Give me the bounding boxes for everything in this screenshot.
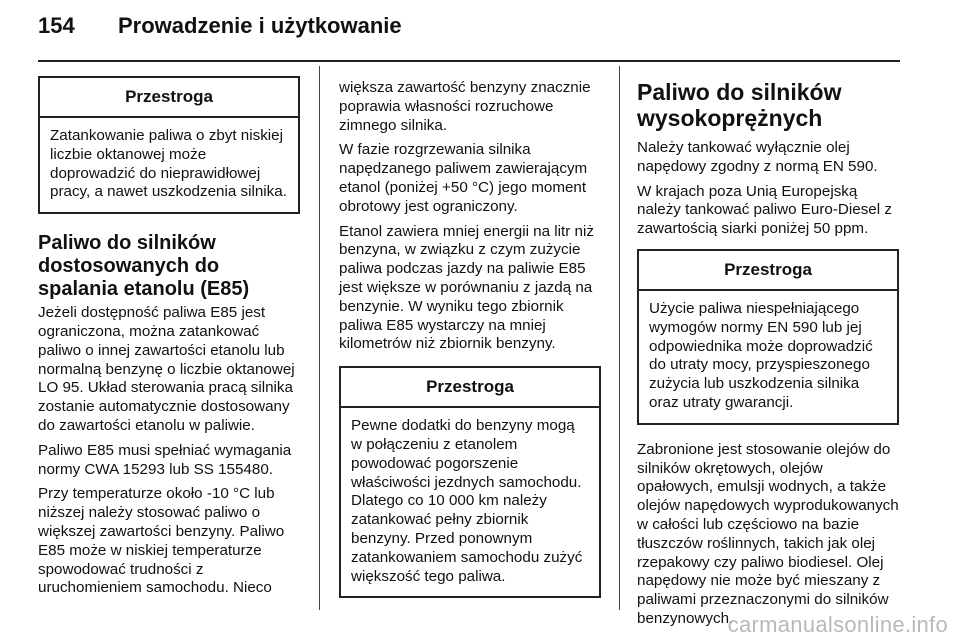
watermark: carmanualsonline.info: [727, 612, 948, 637]
paragraph: Jeżeli dostępność paliwa E85 jest ograniczona, można zatankować paliwo o innej zawartości etanolu lub normalną benzynę o liczbie oktanowej LO 95. Układ sterowania pracą silnika zostanie automatycznie dostosowany do zawartości etanolu w paliwie.: [38, 304, 295, 434]
warning-box-diesel: [637, 249, 899, 425]
column-divider: [619, 66, 620, 610]
column-1: [38, 76, 300, 604]
paragraph: Przy temperaturze około -10 °C lub niższej należy stosować paliwo o większej zawartości benzyny. Paliwo E85 może w niskiej temperaturze spowodować trudności z uruchomieniem samochodu. Nieco: [38, 485, 285, 597]
warning-title: Przestroga: [341, 368, 599, 408]
warning-title: Przestroga: [639, 251, 897, 291]
paragraph: W fazie rozgrzewania silnika napędzanego paliwem zawierającym etanol (poniżej +50 °C) jego moment obrotowy jest ograniczony.: [339, 141, 588, 215]
warning-text: Użycie paliwa niespełniającego wymogów normy EN 590 lub jej odpowiednika może doprowadzić do utraty mocy, przyspieszonego zużycia lub uszkodzenia silnika oraz utraty gwarancji.: [649, 299, 873, 411]
paragraph: W krajach poza Unią Europejską należy tankować paliwo Euro-Diesel z zawartością siarki poniżej 50 ppm.: [637, 182, 892, 238]
paragraph: Etanol zawiera mniej energii na litr niż benzyna, w związku z czym zużycie paliwa podczas jazdy na paliwie E85 jest większe w porównaniu z jazdą na benzynie. W wyniku tego zbiornik paliwa E85 wystarczy na mniej kilometrów niż zbiornik benzyny.: [339, 222, 594, 353]
warning-title: Przestroga: [40, 78, 298, 118]
warning-box-octane: [38, 76, 300, 214]
paragraph: Należy tankować wyłącznie olej napędowy zgodny z normą EN 590.: [637, 139, 878, 175]
paragraph: Paliwo E85 musi spełniać wymagania normy CWA 15293 lub SS 155480.: [38, 441, 292, 478]
header-divider: [38, 60, 900, 62]
paragraph: Zabronione jest stosowanie olejów do silników okrętowych, olejów opałowych, emulsji wodnych, a także olejów napędowych wyprodukowanych w całości lub częściowo na bazie tłuszczów roślinnych, takich jak olej rzepakowy czy paliwo biodiesel. Olej napędowy nie może być mieszany z paliwami przeznaczonymi do silników benzynowych.: [637, 440, 899, 627]
page-title: Prowadzenie i użytkowanie: [118, 13, 402, 38]
warning-text: Zatankowanie paliwa o zbyt niskiej liczbie oktanowej może doprowadzić do nieprawidłowej pracy, a nawet uszkodzenia silnika.: [50, 127, 287, 201]
warning-text: Pewne dodatki do benzyny mogą w połączeniu z etanolem powodować pogorszenie właściwości jezdnych samochodu. Dlatego co 10 000 km należy zatankować pełny zbiornik benzyny. Przed ponownym zatankowaniem samochodu zużyć większość tego paliwa.: [351, 417, 583, 585]
warning-box-additives: [339, 366, 601, 598]
column-3: [637, 79, 899, 635]
column-divider: [319, 66, 320, 610]
column-2: [339, 79, 601, 608]
paragraph: większa zawartość benzyny znacznie poprawia własności rozruchowe zimnego silnika.: [339, 79, 591, 134]
section-heading-e85: Paliwo do silników dostosowanych do spalania etanolu (E85): [38, 232, 250, 301]
section-heading-diesel: Paliwo do silników wysokoprężnych: [637, 79, 842, 131]
page-number: 154: [38, 13, 75, 38]
